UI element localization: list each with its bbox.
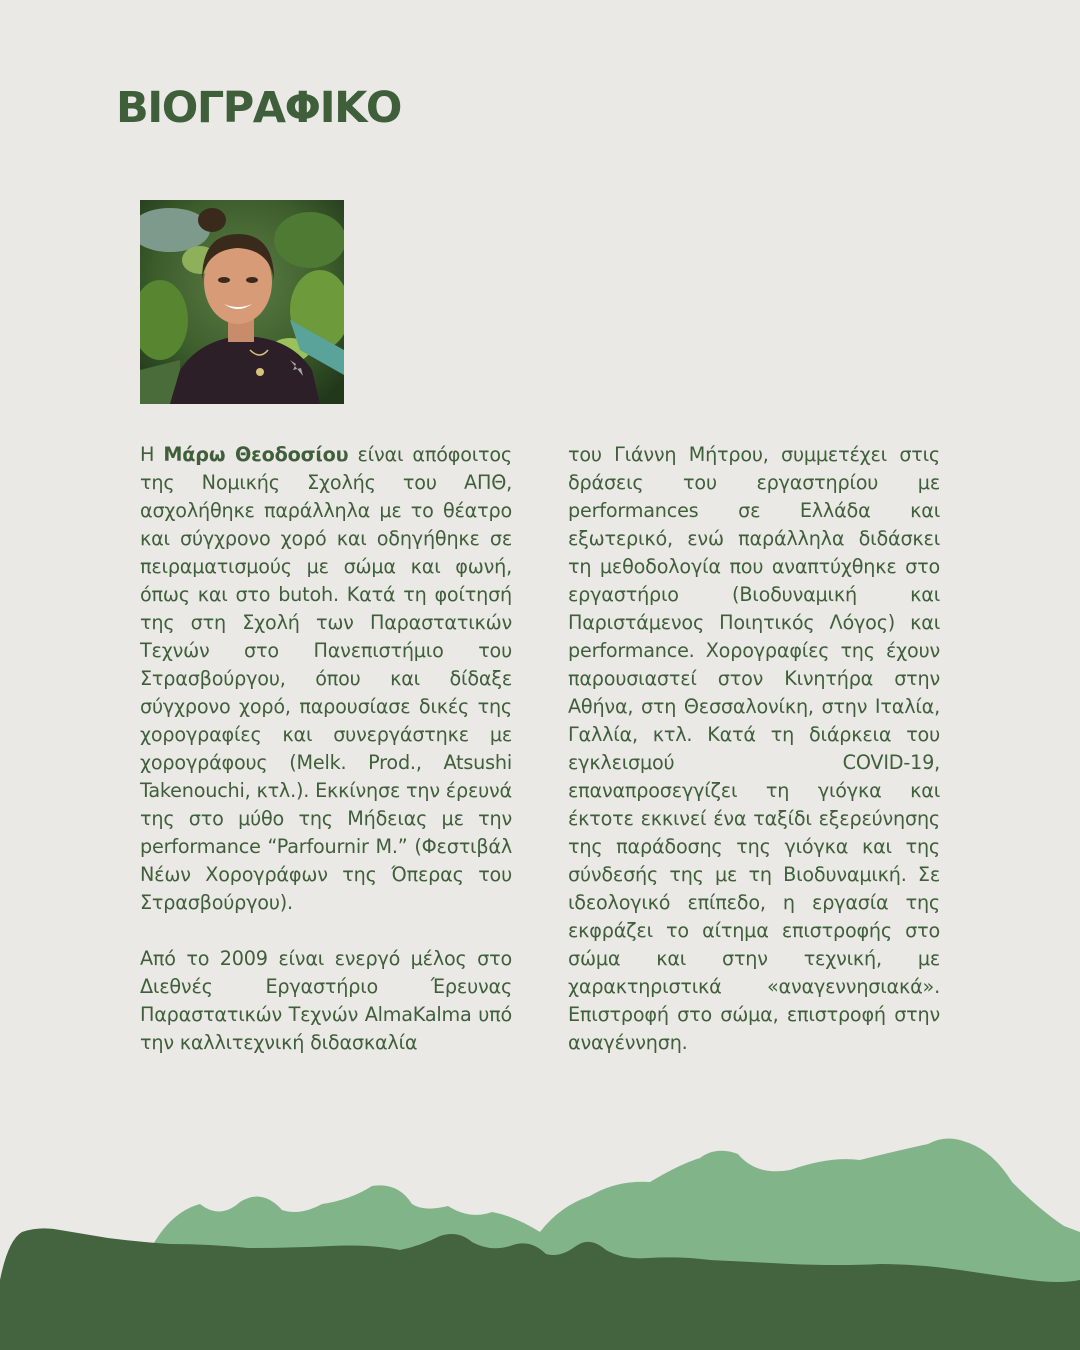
bio-name: Μάρω Θεοδοσίου [163,443,349,466]
bio-paragraph-2-start: Από το 2009 είναι ενεργό μέλος στο Διεθνές Εργαστήριο Έρευνας Παραστατικών Τεχνών AlmaKalma υπό την καλλιτεχνική διδασκαλία [140,947,512,1054]
bio-paragraph-1-text: είναι απόφοιτος της Νομικής Σχολής του ΑΠΘ, ασχολήθηκε παράλληλα με το θέατρο και σύγχρονο χορό και οδηγήθηκε σε πειραματισμούς με σώμα και φωνή, όπως και στο butoh. Κατά τη φοίτησή της στη Σχολή των Παραστατικών Τεχνών στο Πανεπιστήμιο του Στρασβούργου, όπου και δίδαξε σύγχρονο χορό, παρουσίασε δικές της χορογραφίες και συνεργάστηκε με χορογράφους (Melk. Prod., Atsushi Takenouchi, κτλ.). Εκκίνησε την έρευνά της στο μύθο της Μήδειας με την performance “Parfournir M.” (Φεστιβάλ Νέων Χορογράφων της Όπερας του Στρασβούργου). [140,443,512,914]
bio-paragraph-2-end: του Γιάννη Μήτρου, συμμετέχει στις δράσεις του εργαστηρίου με performances σε Ελλάδα και εξωτερικό, ενώ παράλληλα διδάσκει τη μεθοδολογία που αναπτύχθηκε στο εργαστήριο (Βιοδυναμική και Παριστάμενος Ποιητικός Λόγος) και performance. Χορογραφίες της έχουν παρουσιαστεί στον Κινητήρα στην Αθήνα, στη Θεσσαλονίκη, στην Ιταλία, Γαλλία, κτλ. Κατά τη διάρκεια του εγκλεισμού COVID-19, επαναπροσεγγίζει τη γιόγκα και έκτοτε εκκινεί ένα ταξίδι εξερεύνησης της παράδοσης της γιόγκα και της σύνδεσής της με τη Βιοδυναμική. Σε ιδεολογικό επίπεδο, η εργασία της εκφράζει το αίτημα επιστροφής στο σώμα και στην τεχνική, με χαρακτηριστικά «αναγεννησιακά». Επιστροφή στο σώμα, επιστροφή στην αναγέννηση. [568,443,940,1054]
portrait-photo [140,200,344,404]
mountain-landscape [0,1120,1080,1350]
bio-column-left [140,441,512,1057]
bio-column-right [568,441,940,1057]
page-title: ΒΙΟΓΡΑΦΙΚΟ [116,83,401,133]
portrait-image [140,200,344,404]
bio-prefix: Η [140,443,164,466]
bio-paragraph-1 [140,441,512,917]
